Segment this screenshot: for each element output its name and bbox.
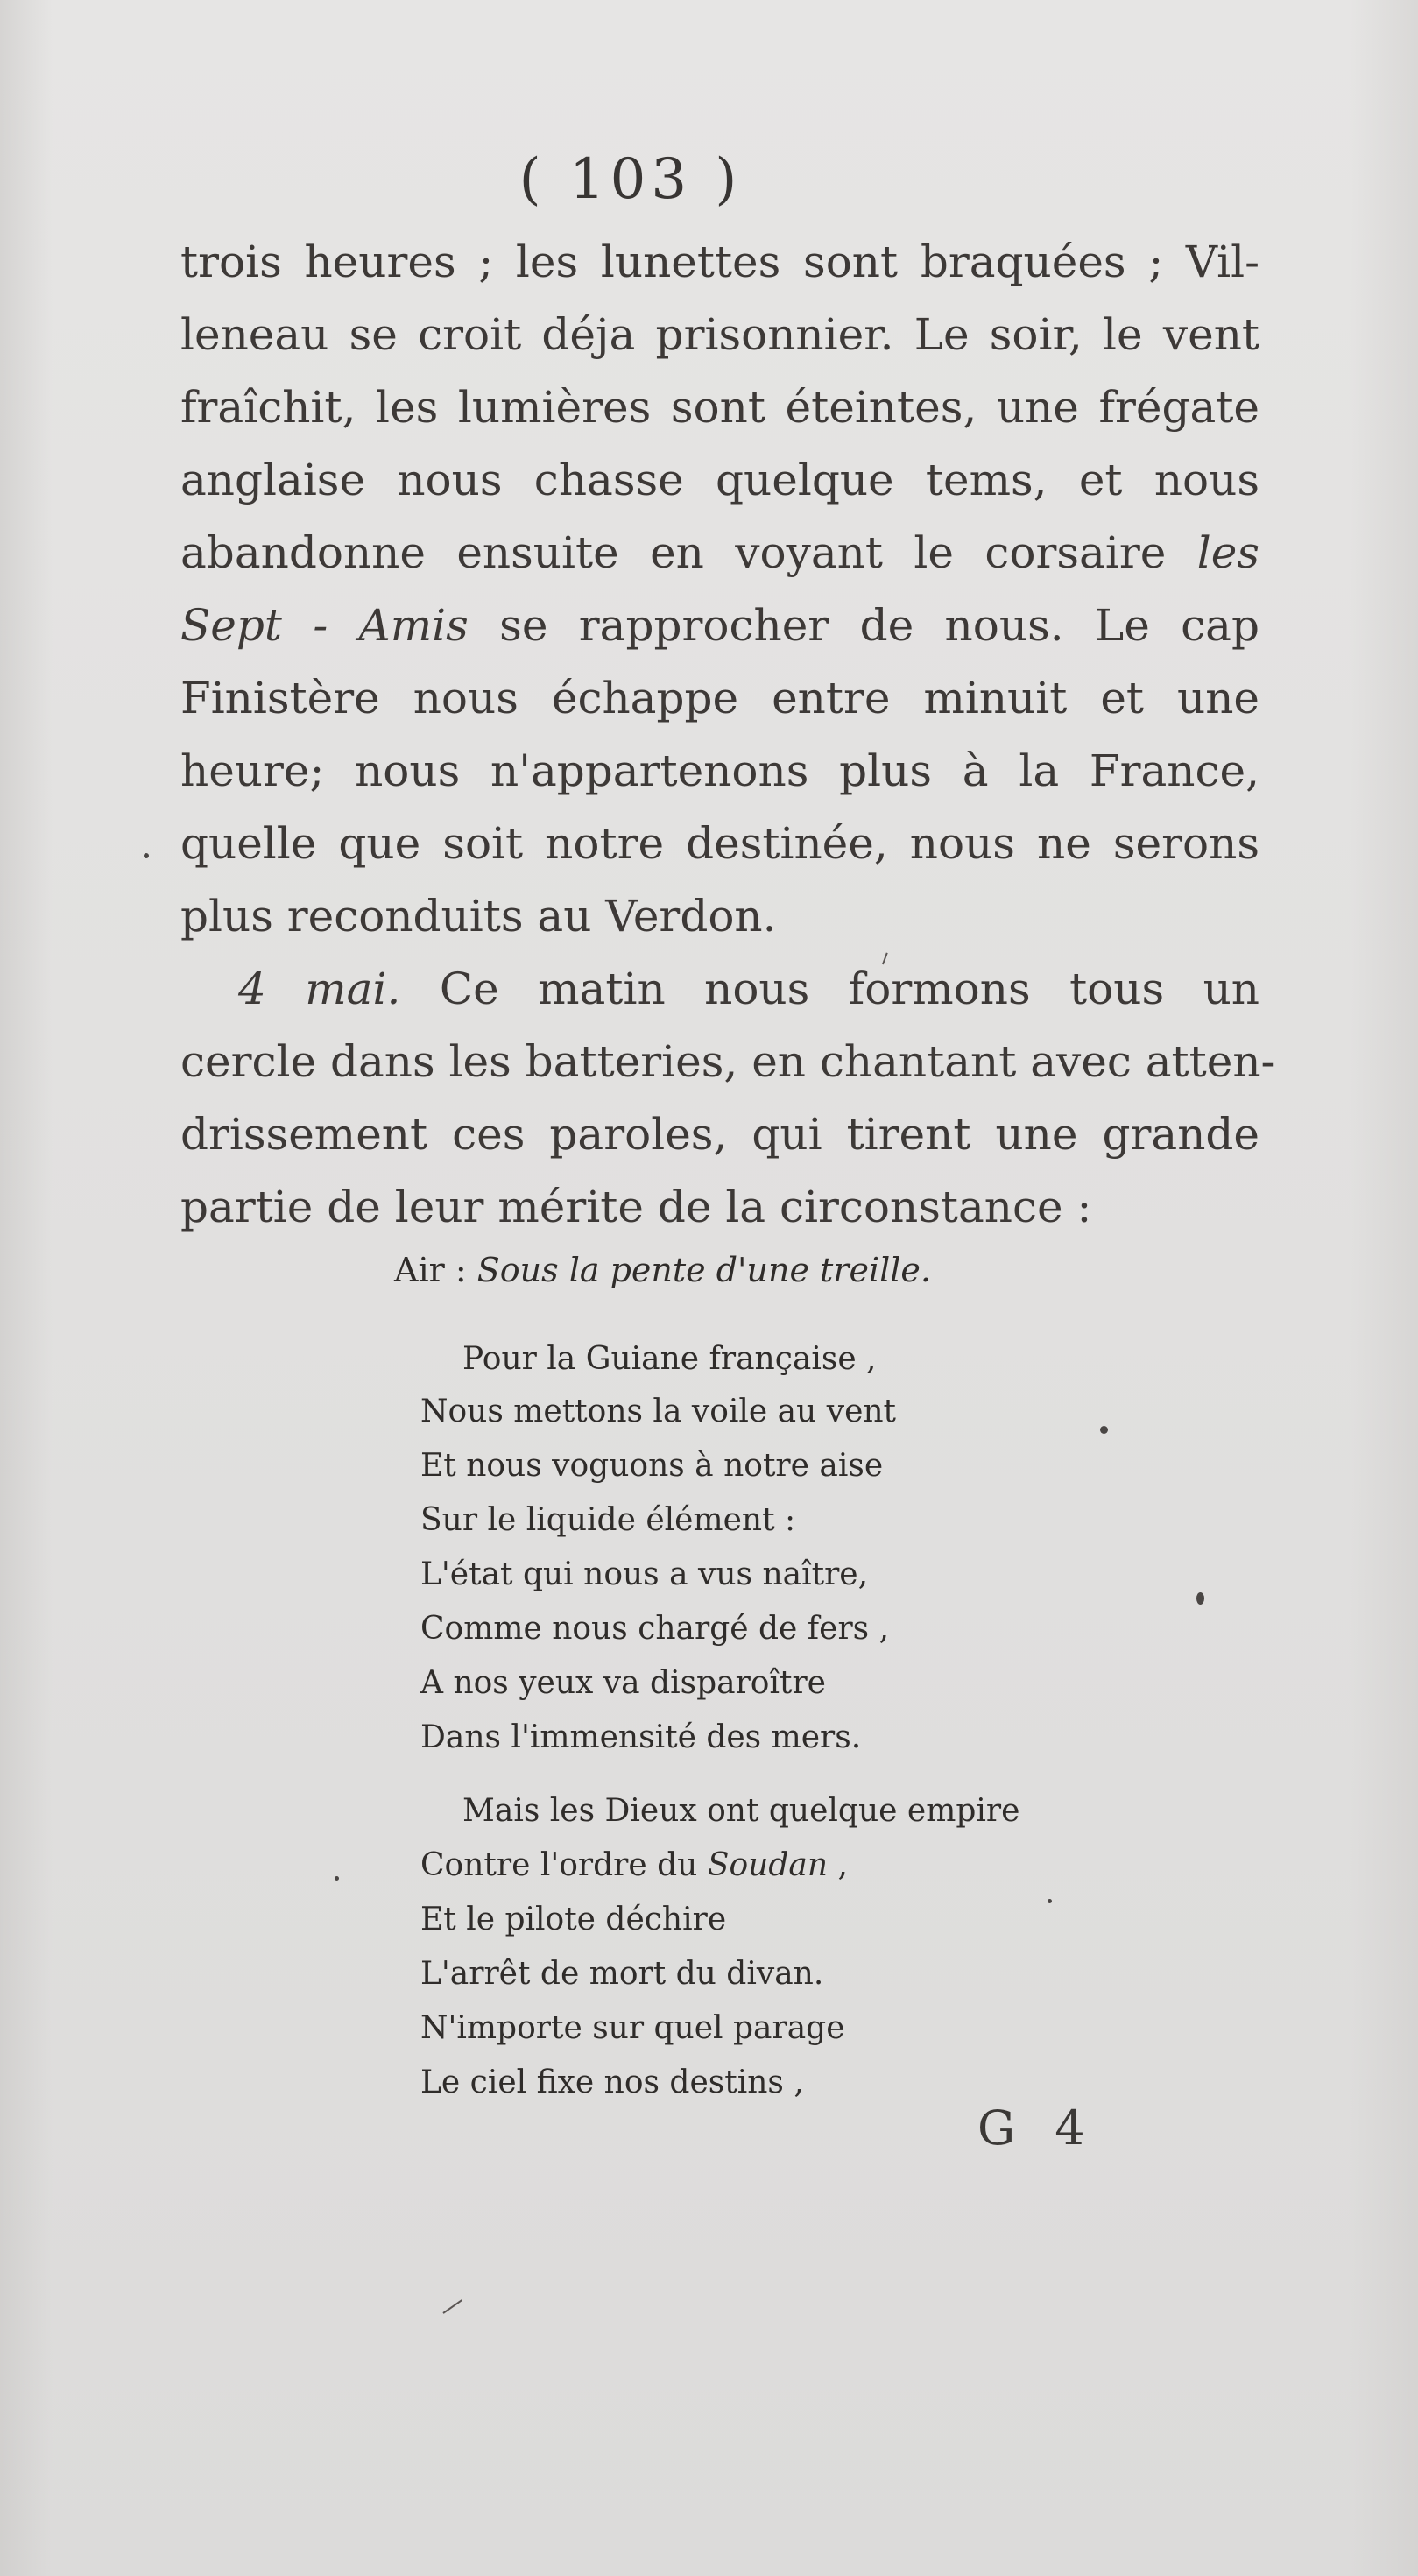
prose-line: heure; nous n'appartenons plus à la France, (180, 745, 1259, 796)
prose-text: se rapprocher de nous. Le cap (499, 600, 1259, 651)
prose-line (180, 953, 1259, 1026)
italic-word: les (1196, 527, 1259, 578)
verse-line: A nos yeux va disparoître (420, 1665, 826, 1701)
pen-stroke (442, 2299, 462, 2314)
prose-text: Ce matin nous formons tous un (439, 963, 1259, 1014)
verse-line: Pour la Guiane française , (462, 1341, 877, 1377)
verse-line: Et le pilote déchire (420, 1902, 727, 1937)
prose-line: partie de leur mérite de la circonstance : (180, 1182, 1092, 1232)
verse-punct: , (828, 1847, 848, 1883)
date-label: 4 mai. (238, 963, 401, 1014)
air-title: Sous la pente d'une treille. (476, 1251, 931, 1289)
verse-line: Sur le liquide élément : (420, 1502, 796, 1538)
air-label: Air : (394, 1251, 467, 1289)
signature-mark: G 4 (977, 2100, 1097, 2156)
verse-line: Et nous voguons à notre aise (420, 1448, 884, 1484)
prose-line: plus reconduits au Verdon. (180, 891, 777, 942)
prose-line (180, 517, 1259, 589)
verse-line: L'arrêt de mort du divan. (420, 1956, 824, 1992)
prose-block (180, 226, 1276, 1244)
ink-speck (144, 853, 149, 858)
page-number: ( 103 ) (519, 147, 743, 212)
ink-speck (1100, 1426, 1108, 1434)
verse-line: Le ciel fixe nos destins , (420, 2064, 804, 2100)
prose-text: abandonne ensuite en voyant le corsaire (180, 527, 1167, 578)
prose-line: quelle que soit notre destinée, nous ne serons (180, 818, 1259, 869)
italic-word: Soudan (707, 1847, 829, 1883)
prose-line: anglaise nous chasse quelque tems, et nous (180, 455, 1259, 505)
prose-line: fraîchit, les lumières sont éteintes, une frégate (180, 382, 1259, 433)
verse-line: Dans l'immensité des mers. (420, 1719, 862, 1755)
prose-line: drissement ces paroles, qui tirent une grande (180, 1109, 1259, 1160)
ink-speck (1048, 1899, 1052, 1903)
prose-line (180, 589, 1259, 662)
verse-line: L'état qui nous a vus naître, (420, 1556, 869, 1592)
verse-line: Mais les Dieux ont quelque empire (462, 1793, 1020, 1829)
verse-line: N'importe sur quel parage (420, 2010, 845, 2046)
ink-speck (1196, 1592, 1204, 1605)
verse-text: Contre l'ordre du (420, 1847, 698, 1883)
ink-speck (335, 1876, 339, 1881)
air-heading (394, 1251, 931, 1289)
verse-line: Nous mettons la voile au vent (420, 1394, 897, 1429)
verse-line (420, 1839, 848, 1892)
verse-line: Comme nous chargé de fers , (420, 1611, 890, 1647)
prose-line: leneau se croit déja prisonnier. Le soir, le vent (180, 309, 1259, 360)
prose-line: cercle dans les batteries, en chantant avec atten- (180, 1036, 1276, 1087)
prose-line: trois heures ; les lunettes sont braquées ; Vil- (180, 236, 1259, 287)
ship-name: Sept - Amis (180, 600, 469, 651)
prose-line: Finistère nous échappe entre minuit et une (180, 673, 1259, 723)
